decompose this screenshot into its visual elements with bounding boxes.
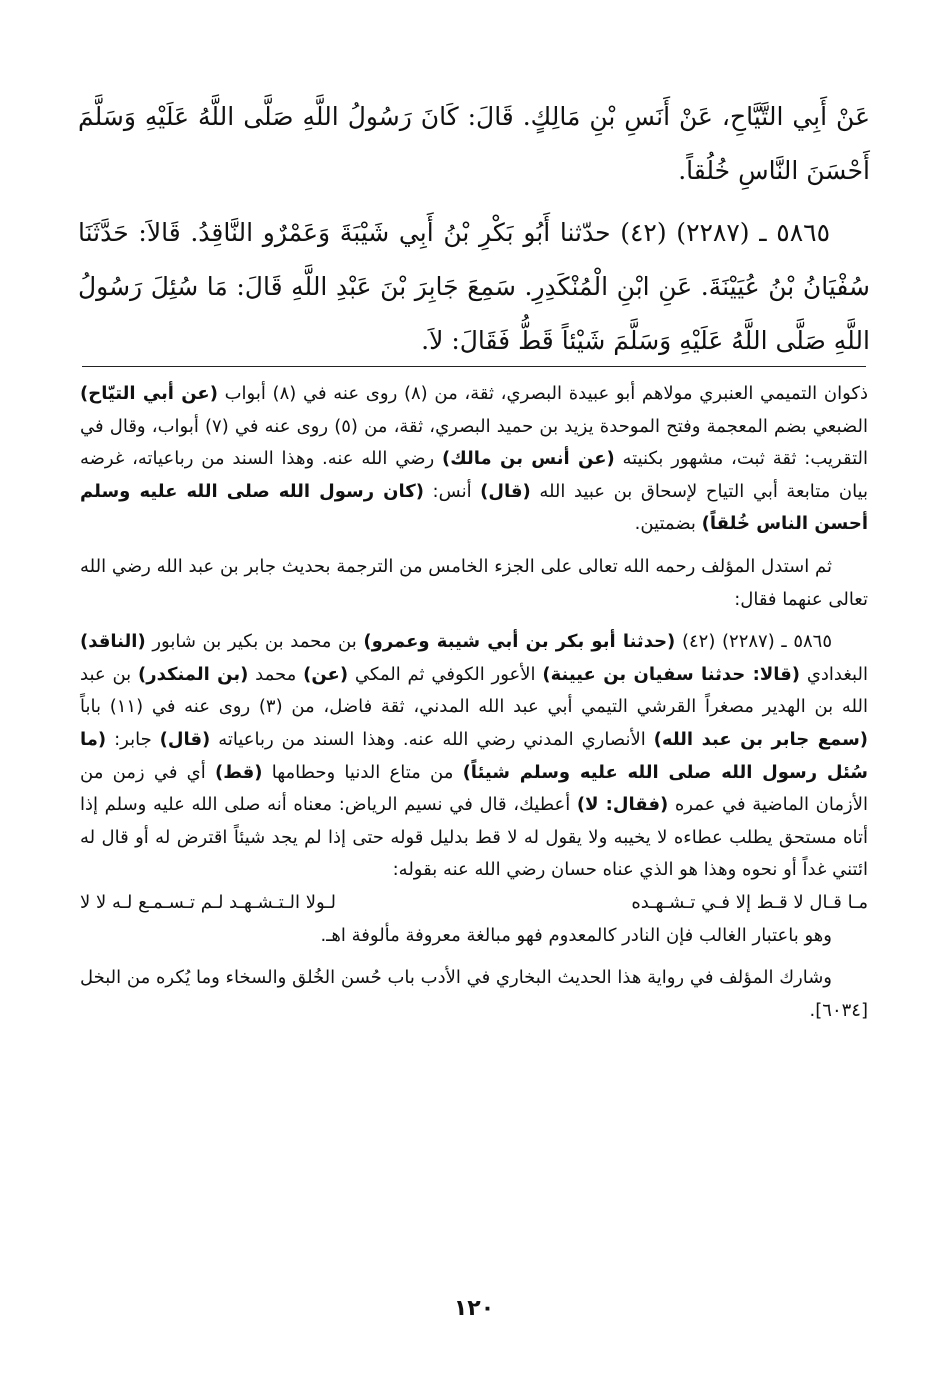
text-segment: ذكوان التميمي العنبري مولاهم أبو عبيدة البصري، ثقة، من (٨) روى عنه في (٨) أبواب (217, 383, 868, 404)
bold-quoted-text: (فقال: لا) (576, 794, 669, 816)
commentary-paragraph-4 (80, 920, 868, 953)
text-segment: رضي الله عنه. وهذا السند من رباعياته، غرضه بيان متابعة أبي التياح لإسحاق بن عبيد الله (80, 448, 869, 502)
text-segment: جابر: (106, 728, 160, 750)
verse-hemistich-1: مـا قـال لا قـط إلا فـي تـشـهـده (631, 891, 868, 913)
bold-quoted-text: (حدثنا أبو بكر بن أبي شيبة وعمرو) (363, 631, 676, 653)
commentary-paragraph-1 (80, 378, 868, 541)
commentary-paragraph-5 (80, 962, 868, 1027)
bold-quoted-text: (عن أنس بن مالك) (442, 448, 615, 470)
bold-quoted-text: (كان رسول الله صلى الله عليه وسلم أحسن الناس خُلقاً) (80, 480, 868, 535)
bold-quoted-text: (سمع جابر بن عبد الله) (653, 728, 868, 750)
bold-quoted-text: (قالا: حدثنا سفيان بن عيينة) (542, 663, 800, 685)
text-segment: وشارك المؤلف في رواية هذا الحديث البخاري في الأدب باب حُسن الخُلق والسخاء وما يُكره من البخل [٦٠٣٤]. (80, 967, 868, 1021)
commentary-paragraph-2 (80, 551, 868, 616)
hadith-paragraph-1: عَنْ أَبِي التَّيَّاحِ، عَنْ أَنَسِ بْنِ مَالِكٍ. قَالَ: كَانَ رَسُولُ اللَّهِ صَلَّى اللَّهُ عَلَيْهِ وَسَلَّمَ أَحْسَنَ النَّاسِ خُلُقاً. (78, 102, 870, 185)
text-segment: بضمتين. (634, 513, 702, 535)
bold-quoted-text: (قط) (214, 761, 263, 783)
page-number: ١٢٠ (453, 1296, 495, 1321)
hadith-paragraph-2: ٥٨٦٥ ـ (٢٢٨٧) (٤٢) حدّثنا أَبُو بَكْرِ بْنُ أَبِي شَيْبَةَ وَعَمْرٌو النَّاقِدُ. قَالاَ: حَدَّثَنَا سُفْيَانُ بْنُ عُيَيْنَةَ. عَنِ ابْنِ الْمُنْكَدِرِ. سَمِعَ جَابِرَ بْنَ عَبْدِ اللَّهِ قَالَ: مَا سُئِلَ رَسُولُ اللَّهِ صَلَّى اللَّهُ عَلَيْهِ وَسَلَّمَ شَيْئاً قَطُّ فَقَالَ: لاَ. (78, 218, 870, 355)
text-segment: أعطيك، قال في نسيم الرياض: معناه أنه صلى الله عليه وسلم إذا أتاه مستحق يطلب عطاءه لا يخيبه ولا يقول له لا قط بدليل قوله حتى إذا لم يجد شيئاً اقترض له أو قال له ائتني غداً أو نحوه وهذا هو الذي عناه حسان رضي الله عنه بقوله: (80, 794, 868, 881)
text-segment: محمد (248, 663, 304, 685)
bold-quoted-text: (الناقد) (80, 631, 146, 653)
bold-quoted-text: (عن أبي التيّاح) (80, 383, 218, 404)
text-segment: البغدادي (800, 663, 868, 685)
hadith-text (78, 90, 870, 368)
text-segment: من متاع الدنيا وحطامها (262, 761, 463, 783)
text-segment: أي في زمن من الأزمان الماضية في عمره (80, 761, 868, 816)
bold-quoted-text: (بن المنكدر) (137, 663, 249, 685)
bold-quoted-text: (قال) (159, 728, 211, 750)
text-segment: ثم استدل المؤلف رحمه الله تعالى على الجزء الخامس من الترجمة بحديث جابر بن عبد الله رضي الله تعالى عنهما فقال: (80, 555, 868, 610)
commentary-paragraph-3 (80, 626, 868, 887)
poetry-verse (80, 887, 868, 920)
verse-hemistich-2: لـولا الـتـشـهـد لـم تـسـمـع لـه لا لا (80, 891, 337, 913)
text-segment: أنس: (424, 480, 481, 502)
text-segment: بن محمد بن بكير بن شابور (145, 631, 364, 653)
text-segment: الضبعي بضم المعجمة وفتح الموحدة يزيد بن حميد البصري، ثقة، من (٥) روى عنه في (٧) أبواب، وقال في التقريب: ثقة ثبت، مشهور بكنيته (80, 415, 869, 470)
text-segment: الأنصاري المدني رضي الله عنه. وهذا السند من رباعياته (210, 728, 654, 750)
text-segment: الأعور الكوفي ثم المكي (348, 663, 543, 685)
bold-quoted-text: (قال) (480, 480, 531, 502)
commentary-section (80, 378, 868, 1027)
text-segment: ٥٨٦٥ ـ (٢٢٨٧) (٤٢) (675, 631, 832, 653)
bold-quoted-text: (عن) (303, 663, 349, 685)
footnote-separator (82, 366, 866, 367)
text-segment: بن عبد الله بن الهدير مصغراً القرشي التيمي أبي عبد الله المدني، ثقة فاضل، من (٣) روى عنه في (١١) باباً (80, 663, 868, 718)
text-segment: وهو باعتبار الغالب فإن النادر كالمعدوم فهو مبالغة معروفة مألوفة اهـ. (320, 924, 832, 946)
bold-quoted-text: (ما سُئل رسول الله صلى الله عليه وسلم شيئاً) (80, 728, 868, 783)
